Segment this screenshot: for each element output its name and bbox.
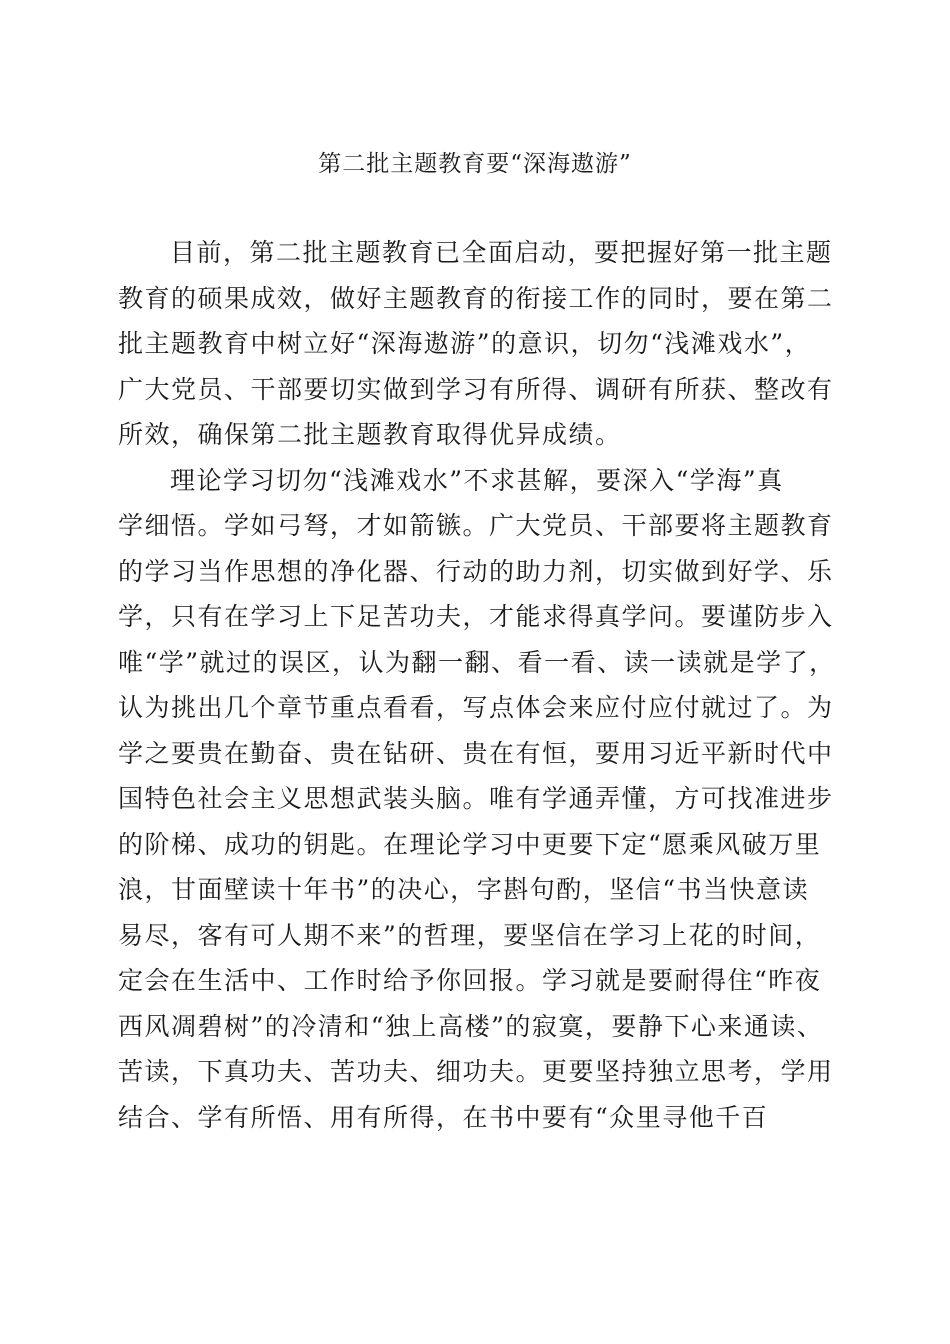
paragraph-2-line: 苦读，下真功夫、苦功夫、细功夫。更要坚持独立思考，学用 — [118, 1057, 834, 1086]
paragraph-2-line: 的学习当作思想的净化器、行动的助力剂，切实做到好学、乐 — [118, 556, 834, 586]
paragraph-2-line: 认为挑出几个章节重点看看，写点体会来应付应付就过了。为 — [118, 693, 834, 722]
paragraph-1-line: 批主题教育中树立好“深海遨游”的意识，切勿“浅滩戏水”， — [118, 329, 812, 358]
paragraph-2-line: 的阶梯、成功的钥匙。在理论学习中更要下定“愿乘风破万里 — [118, 829, 822, 859]
paragraph-2-line: 浪，甘面壁读十年书”的决心，字斟句酌，坚信“书当快意读 — [118, 875, 810, 904]
paragraph-1-line: 所效，确保第二批主题教育取得优异成绩。 — [118, 420, 622, 449]
paragraph-1-line: 目前，第二批主题教育已全面启动，要把握好第一批主题 — [170, 238, 833, 267]
paragraph-1-line: 广大党员、干部要切实做到学习有所得、调研有所获、整改有 — [118, 374, 834, 404]
paragraph-2-line: 唯“学”就过的误区，认为翻一翻、看一看、读一读就是学了， — [118, 647, 836, 677]
paragraph-2-line: 学，只有在学习上下足苦功夫，才能求得真学问。要谨防步入 — [118, 602, 834, 631]
document-body — [118, 230, 848, 1140]
paragraph-2-line: 国特色社会主义思想武装头脑。唯有学通弄懂，方可找准进步 — [118, 784, 834, 813]
paragraph-2-line: 理论学习切勿“浅滩戏水”不求甚解，要深入“学海”真 — [170, 465, 784, 495]
paragraph-2-line: 学之要贵在勤奋、贵在钻研、贵在有恒，要用习近平新时代中 — [118, 738, 834, 768]
paragraph-2-line: 定会在生活中、工作时给予你回报。学习就是要耐得住“昨夜 — [118, 966, 822, 995]
document-title: 第二批主题教育要“深海遨游” — [318, 151, 632, 177]
paragraph-2-line: 学细悟。学如弓弩，才如箭镞。广大党员、干部要将主题教育 — [118, 511, 834, 540]
paragraph-2-line: 易尽，客有可人期不来”的哲理，要坚信在学习上花的时间， — [118, 920, 822, 950]
paragraph-2-line: 结合、学有所悟、用有所得，在书中要有“众里寻他千百 — [118, 1102, 769, 1132]
paragraph-1-line: 教育的硕果成效，做好主题教育的衔接工作的同时，要在第二 — [118, 283, 834, 313]
paragraph-2-line: 西风凋碧树”的冷清和“独上高楼”的寂寞，要静下心来通读、 — [118, 1011, 824, 1041]
